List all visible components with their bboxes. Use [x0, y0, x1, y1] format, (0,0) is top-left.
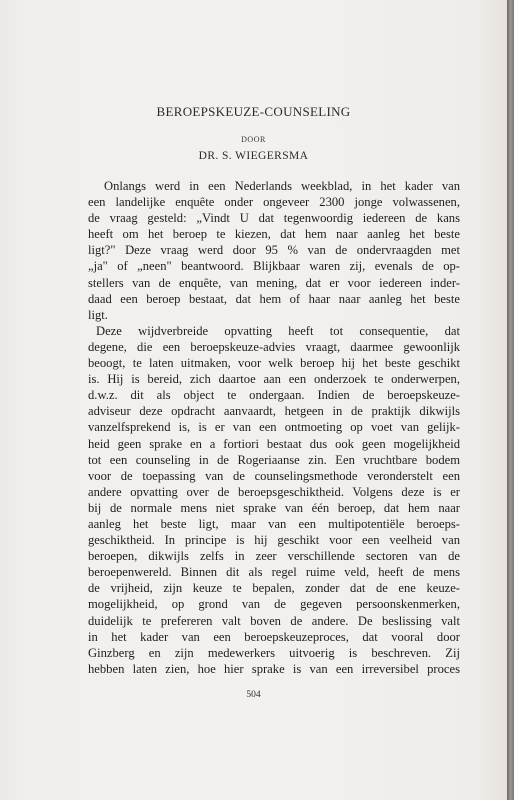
text-line: de vrijheid, zijn keuze te bepalen, zonder dat de ene keuze-	[88, 581, 460, 596]
text-line: beroepen, dikwijls zelfs in zeer verschillende sectoren van de	[88, 549, 460, 564]
text-line: vanzelfsprekend is, is er van een ontmoeting op voet van gelijk-	[88, 420, 460, 435]
text-line: adviseur deze opdracht aanvaardt, hetgeen in de praktijk dikwijls	[88, 404, 460, 419]
paragraph-1	[88, 178, 460, 323]
byline-label: DOOR	[241, 135, 266, 144]
text-line: Deze wijdverbreide opvatting heeft tot consequentie, dat	[96, 323, 460, 338]
text-line: andere opvatting over de beroepsgeschiktheid. Volgens deze is er	[88, 484, 460, 499]
text-line: degene, die een beroepskeuze-advies vraagt, daarmee gewoonlijk	[88, 339, 460, 354]
text-line: daad een beroep bestaat, dat hem of haar naar aanleg het beste	[88, 291, 460, 306]
text-line: heeft om het beroep te kiezen, dat hem naar aanleg het beste	[88, 227, 460, 242]
text-line: beoogt, te laten uitmaken, voor welk beroep hij het beste geschikt	[88, 356, 460, 371]
text-line: ligt.	[88, 307, 108, 322]
page-edge	[507, 0, 514, 800]
author-name: DR. S. WIEGERSMA	[198, 150, 309, 162]
paragraph-2	[88, 323, 460, 677]
text-line: beroepenwereld. Binnen dit als regel ruime veld, heeft de mens	[88, 565, 460, 580]
text-line: d.w.z. dit als object te ondergaan. Indien de beroepskeuze-	[88, 388, 460, 403]
article-title: BEROEPSKEUZE-COUNSELING	[156, 104, 351, 119]
text-line: bij de normale mens niet sprake van één beroep, dat hem naar	[88, 500, 460, 515]
text-line: Onlangs werd in een Nederlands weekblad, in het kader van	[104, 179, 460, 193]
text-line: „ja" of „neen" beantwoord. Blijkbaar waren zij, evenals de op-	[88, 259, 460, 274]
page-number: 504	[246, 690, 261, 700]
article-body	[88, 178, 460, 677]
text-line: in het kader van een beroepskeuzeproces, dat vooral door	[88, 629, 460, 644]
text-line: mogelijkheid, op grond van de gegeven persoonskenmerken,	[88, 597, 460, 612]
text-line: geschiktheid. In principe is hij geschikt voor een veelheid van	[88, 533, 460, 548]
text-line: een landelijke enquête onder ongeveer 2300 jonge volwassenen,	[88, 195, 460, 210]
text-line: aanleg het beste ligt, maar van een multipotentiële beroeps-	[88, 516, 460, 531]
text-line: Ginzberg en zijn medewerkers uitvoerig is beschreven. Zij	[88, 645, 460, 660]
text-line: hebben laten zien, hoe hier sprake is van een irreversibel proces	[88, 661, 460, 676]
text-line: voor de toepassing van de counselingsmethode veronderstelt een	[88, 468, 460, 483]
text-line: is. Hij is bereid, zich daartoe aan een onderzoek te onderwerpen,	[88, 372, 460, 387]
text-line: ligt?" Deze vraag werd door 95 % van de ondervraagden met	[88, 243, 460, 258]
text-line: tot een counseling in de Rogeriaanse zin. Een vruchtbare bodem	[88, 452, 460, 467]
text-line: de vraag gesteld: „Vindt U dat tegenwoordig iedereen de kans	[88, 211, 460, 226]
text-line: duidelijk te prefereren valt boven de andere. De beslissing valt	[88, 613, 460, 628]
text-line: heid geen sprake en a fortiori bestaat dus ook geen mogelijkheid	[88, 436, 460, 451]
text-line: stellers van de enquête, van mening, dat er voor iedereen inder-	[88, 275, 460, 290]
